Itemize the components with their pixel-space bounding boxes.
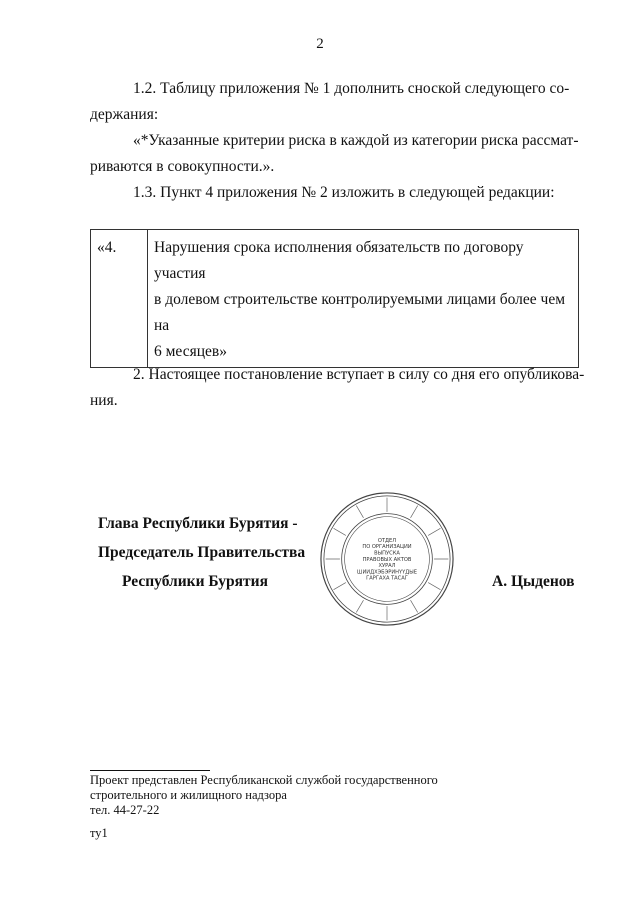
table-text-line-2: в долевом строительстве контролируемыми лицами более чем на xyxy=(154,291,566,334)
final-paragraph-line-1: 2. Настоящее постановление вступает в силу со дня его опубликова- xyxy=(133,366,585,383)
paragraph-3-line-1: 1.3. Пункт 4 приложения № 2 изложить в следующей редакции: xyxy=(133,184,555,201)
table-row xyxy=(91,230,579,368)
official-seal xyxy=(318,490,456,628)
table-text-line-1: Нарушения срока исполнения обязательств по договору участия xyxy=(154,239,524,282)
paragraph-2-line-2: риваются в совокупности.». xyxy=(90,158,275,175)
footnote-line-2: строительного и жилищного надзора xyxy=(90,788,287,802)
page-number: 2 xyxy=(316,36,324,52)
footnote-code: ту1 xyxy=(90,826,108,840)
final-paragraph-line-2: ния. xyxy=(90,392,118,409)
criteria-table xyxy=(90,229,579,368)
seal-text-line: ШИИДХЭБЭРИНҮҮДЫЕ xyxy=(357,569,417,576)
footnote-phone: тел. 44-27-22 xyxy=(90,803,160,817)
paragraph-2-line-1: «*Указанные критерии риска в каждой из категории риска рассмат- xyxy=(133,132,579,149)
table-text-line-3: 6 месяцев» xyxy=(154,343,227,360)
footnote-divider xyxy=(90,770,210,771)
table-cell-text xyxy=(148,230,579,368)
footnote-line-1: Проект представлен Республиканской службой государственного xyxy=(90,773,438,787)
seal-text-line: ХУРАЛ xyxy=(378,563,396,570)
paragraph-1-line-2: держания: xyxy=(90,106,159,123)
signature-title-line-3: Республики Бурятия xyxy=(122,573,268,590)
signatory-name: А. Цыденов xyxy=(492,573,575,590)
table-cell-number: «4. xyxy=(91,230,148,368)
seal-text-line: ОТДЕЛ xyxy=(377,537,397,544)
signature-title-line-1: Глава Республики Бурятия - xyxy=(98,515,298,532)
seal-text-line: ВЫПУСКА xyxy=(374,550,400,557)
signature-title-line-2: Председатель Правительства xyxy=(98,544,306,561)
seal-text-line: ПРАВОВЫХ АКТОВ xyxy=(362,556,412,563)
seal-text-line: ПО ОРГАНИЗАЦИИ xyxy=(362,544,412,551)
paragraph-1-line-1: 1.2. Таблицу приложения № 1 дополнить сноской следующего со- xyxy=(133,80,570,97)
seal-text-line: ГАРГАХА ТАСАГ xyxy=(366,575,408,582)
